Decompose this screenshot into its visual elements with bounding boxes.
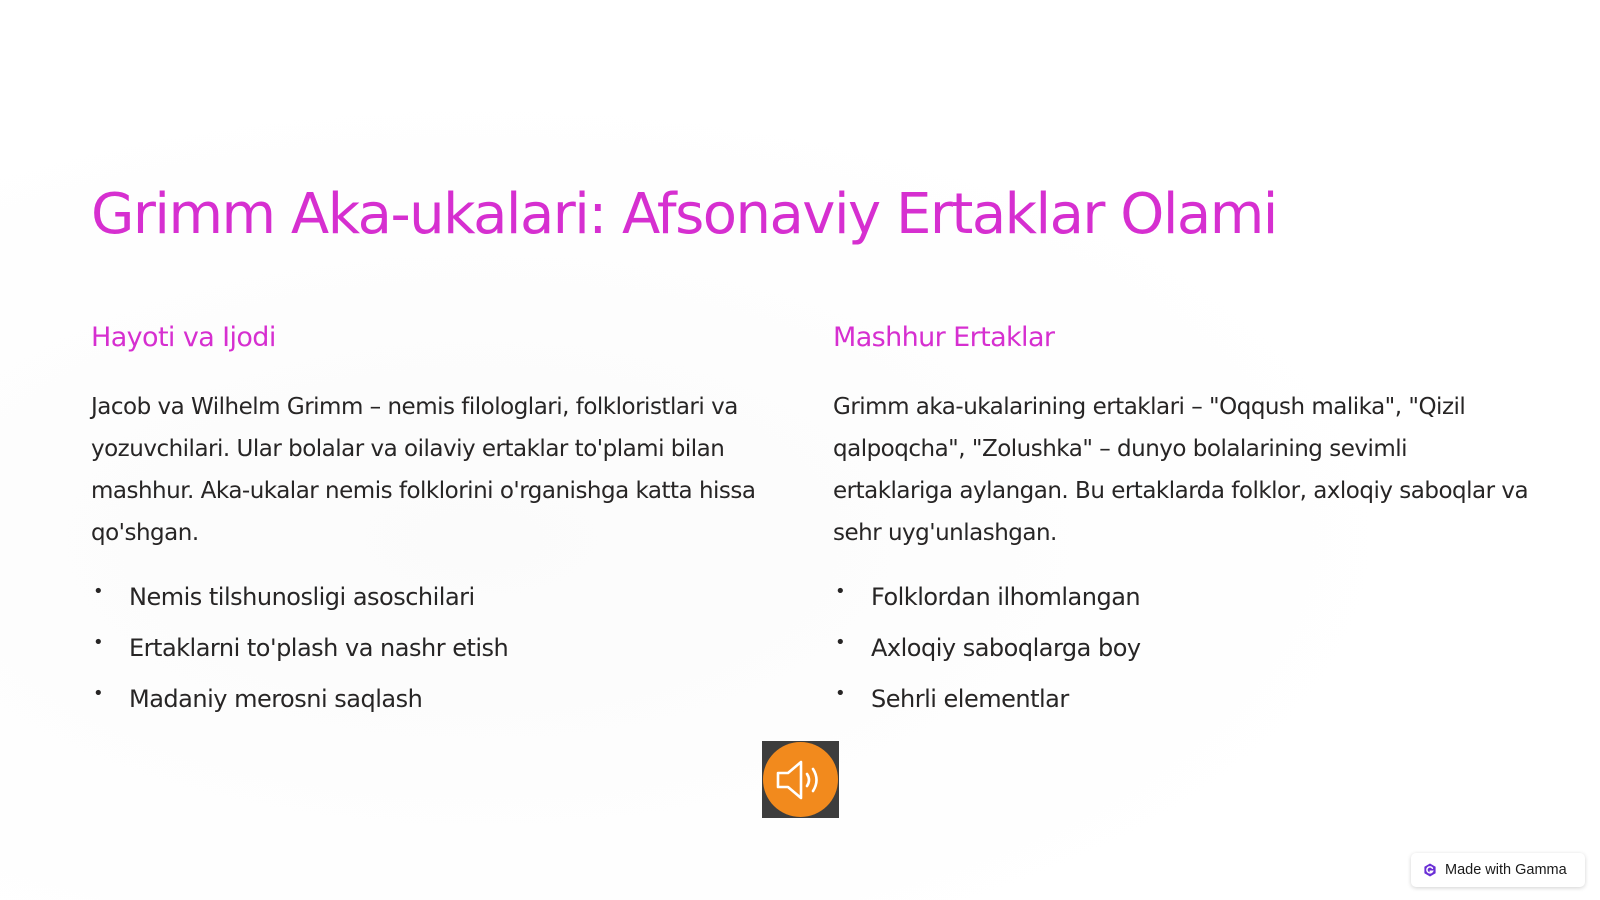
bullet-icon: • xyxy=(835,632,846,653)
audio-button-circle xyxy=(763,742,838,817)
bullet-list xyxy=(833,572,1533,725)
column-famous-tales xyxy=(833,318,1533,725)
made-with-gamma-badge[interactable] xyxy=(1411,853,1585,887)
slide-title: Grimm Aka-ukalari: Afsonaviy Ertaklar Olami xyxy=(91,182,1277,247)
bullet-item xyxy=(833,674,1533,725)
column-heading: Hayoti va Ijodi xyxy=(91,322,276,353)
bullet-icon: • xyxy=(93,632,104,653)
bullet-text: Folklordan ilhomlangan xyxy=(871,583,1141,611)
column-heading: Mashhur Ertaklar xyxy=(833,322,1055,353)
column-paragraph: Grimm aka-ukalarining ertaklari – "Oqqush malika", "Qizil qalpoqcha", "Zolushka" – dunyo bolalarining sevimli ertaklariga aylangan. Bu ertaklarda folklor, axloqiy saboqlar va sehr uyg'unlashgan. xyxy=(833,394,1529,546)
bullet-text: Ertaklarni to'plash va nashr etish xyxy=(129,634,509,662)
bullet-item xyxy=(91,572,791,623)
bullet-text: Axloqiy saboqlarga boy xyxy=(871,634,1141,662)
bullet-icon: • xyxy=(93,683,104,704)
audio-play-button[interactable] xyxy=(762,741,839,818)
bullet-icon: • xyxy=(835,683,846,704)
gamma-logo-icon xyxy=(1423,863,1437,877)
bullet-icon: • xyxy=(835,581,846,602)
bullet-item xyxy=(91,674,791,725)
bullet-text: Sehrli elementlar xyxy=(871,685,1069,713)
bullet-item xyxy=(833,572,1533,623)
column-paragraph: Jacob va Wilhelm Grimm – nemis filologlari, folkloristlari va yozuvchilari. Ular bolalar va oilaviy ertaklar to'plami bilan mashhur. Aka-ukalar nemis folklorini o'rganishga katta hissa qo'shgan. xyxy=(91,394,756,546)
bullet-list xyxy=(91,572,791,725)
bullet-text: Nemis tilshunosligi asoschilari xyxy=(129,583,475,611)
speaker-icon xyxy=(774,757,828,803)
bullet-icon: • xyxy=(93,581,104,602)
bullet-item xyxy=(833,623,1533,674)
bullet-item xyxy=(91,623,791,674)
badge-label: Made with Gamma xyxy=(1445,862,1567,878)
bullet-text: Madaniy merosni saqlash xyxy=(129,685,423,713)
column-life-and-work xyxy=(91,318,791,725)
